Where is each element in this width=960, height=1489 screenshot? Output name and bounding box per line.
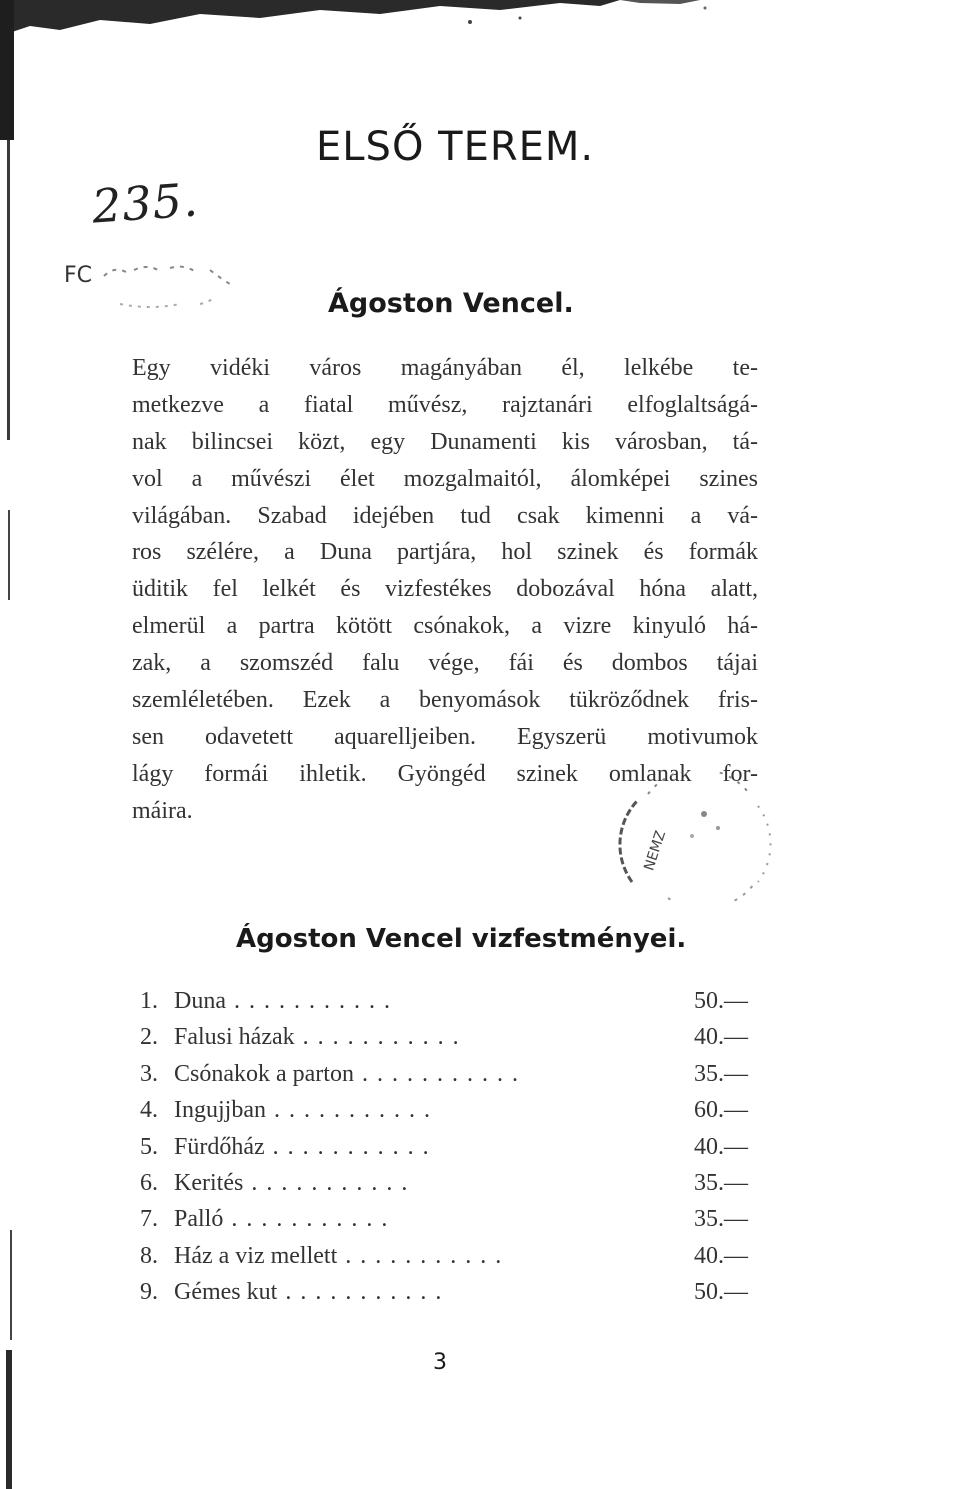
dot-leader: ........... xyxy=(361,1060,527,1087)
biography-line: elmerül a partra kötött csónakok, a vizre kinyuló há- xyxy=(132,613,758,640)
work-price: 50.— xyxy=(694,1279,748,1306)
work-item xyxy=(140,1134,758,1170)
work-title: Ház a viz mellett xyxy=(174,1242,338,1269)
work-price: 40.— xyxy=(694,1133,748,1160)
library-stamp xyxy=(608,772,778,902)
work-price: 35.— xyxy=(694,1169,748,1196)
work-number: 6. xyxy=(140,1169,158,1196)
dot-leader: ........... xyxy=(231,1206,397,1233)
work-title: Kerités xyxy=(174,1169,244,1196)
biography-line: zak, a szomszéd falu vége, fái és dombos tájai xyxy=(132,650,758,677)
svg-text:NEMZ: NEMZ xyxy=(641,828,670,873)
biography-line: nak bilincsei közt, egy Dunamenti kis városban, tá- xyxy=(132,428,758,455)
biography-line: vol a művészi élet mozgalmaitól, álomképei szines xyxy=(132,465,758,492)
work-item xyxy=(140,1279,758,1315)
work-number: 7. xyxy=(140,1206,158,1233)
dot-leader: ........... xyxy=(345,1242,511,1269)
dot-leader: ........... xyxy=(233,988,399,1014)
work-price: 40.— xyxy=(694,1242,748,1269)
dot-leader: ........... xyxy=(251,1169,417,1196)
work-title: Ingujjban xyxy=(174,1097,266,1124)
work-price: 50.— xyxy=(694,988,748,1014)
biography-line: lágy formái ihletik. Gyöngéd szinek omlanak for- xyxy=(132,760,758,787)
work-number: 1. xyxy=(140,988,158,1014)
scan-left-edge-artifact xyxy=(0,0,24,1489)
biography-line: szemléletében. Ezek a benyomások tükröződnek fris- xyxy=(132,687,758,714)
biography-line: üditik fel lelkét és vizfestékes dobozával hóna alatt, xyxy=(132,576,758,603)
dot-leader: ........... xyxy=(272,1133,438,1160)
artist-name: Ágoston Vencel. xyxy=(328,288,574,319)
biography-line: világában. Szabad idejében tud csak kimenni a vá- xyxy=(132,502,758,529)
work-title: Duna xyxy=(174,988,226,1014)
work-item xyxy=(140,1024,758,1060)
work-price: 40.— xyxy=(694,1024,748,1051)
work-number: 5. xyxy=(140,1133,158,1160)
works-list xyxy=(140,988,758,1316)
artist-biography xyxy=(132,350,758,830)
biography-line: ros szélére, a Duna partjára, hol szinek és formák xyxy=(132,539,758,566)
work-title: Falusi házak xyxy=(174,1024,295,1051)
dot-leader: ........... xyxy=(302,1024,468,1051)
biography-line: metkezve a fiatal művész, rajztanári elfoglaltságá- xyxy=(132,391,758,418)
work-number: 4. xyxy=(140,1097,158,1124)
works-list-heading: Ágoston Vencel vizfestményei. xyxy=(236,924,687,954)
work-number: 8. xyxy=(140,1242,158,1269)
handwritten-inventory-number: 235. xyxy=(90,172,201,234)
scan-edge-artifact xyxy=(0,0,960,40)
work-item xyxy=(140,1206,758,1242)
work-price: 35.— xyxy=(694,1206,748,1233)
work-title: Csónakok a parton xyxy=(174,1060,354,1087)
work-item xyxy=(140,1061,758,1097)
faded-stamp-fragment xyxy=(60,248,270,318)
work-number: 3. xyxy=(140,1060,158,1087)
dot-leader: ........... xyxy=(273,1097,439,1124)
work-title: Palló xyxy=(174,1206,224,1233)
dot-leader: ........... xyxy=(285,1279,451,1306)
work-item xyxy=(140,1170,758,1206)
work-number: 9. xyxy=(140,1279,158,1306)
work-item xyxy=(140,1243,758,1279)
page-number: 3 xyxy=(433,1350,447,1375)
work-item xyxy=(140,1097,758,1133)
work-title: Fürdőház xyxy=(174,1133,265,1160)
svg-text:FC: FC xyxy=(64,263,93,288)
work-number: 2. xyxy=(140,1024,158,1051)
biography-line: máira. xyxy=(132,797,193,824)
room-title: ELSŐ TEREM. xyxy=(316,124,595,170)
work-item xyxy=(140,988,758,1024)
biography-line: Egy vidéki város magányában él, lelkébe te- xyxy=(132,355,758,381)
work-price: 35.— xyxy=(694,1060,748,1087)
work-title: Gémes kut xyxy=(174,1279,278,1306)
work-price: 60.— xyxy=(694,1097,748,1124)
biography-line: sen odavetett aquarelljeiben. Egyszerü motivumok xyxy=(132,723,758,750)
